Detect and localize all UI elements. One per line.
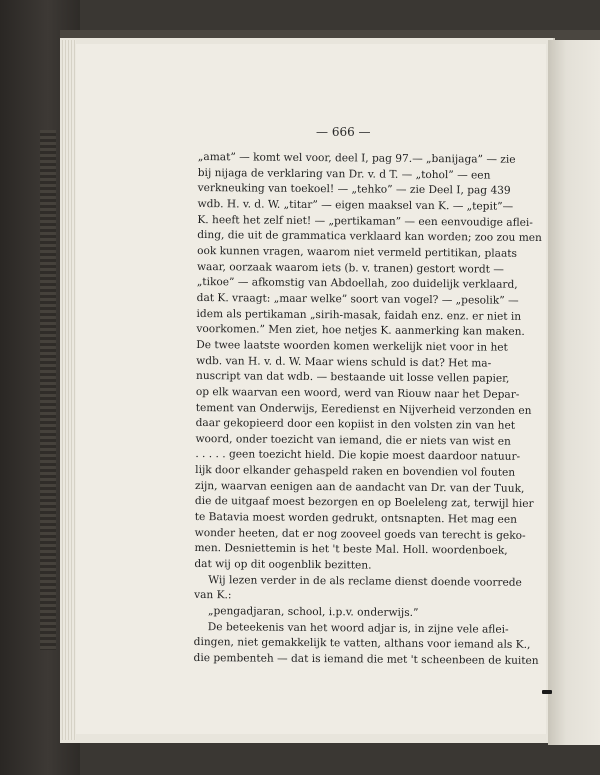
text-line: ding, die uit de grammatica verklaard kan worden; zoo zou men xyxy=(197,229,542,245)
text-line: woord, onder toezicht van iemand, die er niets van wist en xyxy=(195,432,511,448)
text-line: daar gekopieerd door een kopiist in den volsten zin van het xyxy=(195,417,516,432)
text-line: voorkomen.” Men ziet, hoe netjes K. aanmerking kan maken. xyxy=(196,323,525,339)
text-line: „pengadjaran, school, i.p.v. onderwijs.” xyxy=(207,605,419,619)
text-line: men. Desniettemin is het 't beste Mal. Holl. woordenboek, xyxy=(194,542,508,558)
text-line: ook kunnen vragen, waarom niet vermeld pertitikan, plaats xyxy=(197,244,518,260)
text-line: K. heeft het zelf niet! — „pertikaman” — een eenvoudige aflei- xyxy=(197,213,533,229)
text-line: te Batavia moest worden gedrukt, ontsnapten. Het mag een xyxy=(194,511,518,526)
text-line: lijk door elkander gehaspeld raken en bovendien vol fouten xyxy=(195,464,516,479)
text-line: dat K. vraagt: „maar welke” soort van vogel? — „pesolik” — xyxy=(196,291,519,307)
text-line: Wij lezen verder in de als reclame dienst doende voorrede xyxy=(208,573,522,589)
text-line: die de uitgaaf moest bezorgen en op Boeleleng zat, terwijl hier xyxy=(194,495,534,511)
text-line: zijn, waarvan eenigen aan de aandacht van Dr. van der Tuuk, xyxy=(195,479,525,495)
text-line: dat wij op dit oogenblik bezitten. xyxy=(194,558,372,572)
book-spine-texture xyxy=(40,130,56,650)
text-line: wdb. H. v. d. W. „titar” — eigen maaksel van K. — „tepit”— xyxy=(197,197,514,213)
text-line: tement van Onderwijs, Eeredienst en Nijverheid verzonden en xyxy=(195,401,532,417)
text-line: nuscript van dat wdb. — bestaande uit losse vellen papier, xyxy=(195,370,510,385)
text-line: waar, oorzaak waarom iets (b. v. tranen) gestort wordt — xyxy=(196,260,504,276)
text-line: De beteekenis van het woord adjar is, in zijne vele aflei- xyxy=(207,620,509,636)
page-stack-edge xyxy=(62,40,76,740)
text-line: van K.: xyxy=(194,589,232,602)
text-line: bij nijaga de verklaring van Dr. v. d T. — „tohol” — een xyxy=(197,166,491,182)
text-line: dingen, niet gemakkelijk te vatten, althans voor iemand als K., xyxy=(193,636,531,652)
text-line: . . . . . geen toezicht hield. Die kopie moest daardoor natuur- xyxy=(195,448,521,464)
page-body-text xyxy=(193,150,542,669)
text-line: idem als pertikaman „sirih-masak, faidah enz. enz. er niet in xyxy=(196,307,522,323)
page-edge-mark xyxy=(542,690,552,694)
facing-page-edge xyxy=(548,40,600,745)
text-line: op elk waarvan een woord, werd van Riouw naar het Depar- xyxy=(195,385,520,401)
page-number: — 666 — xyxy=(316,125,371,139)
text-line: „amat” — komt wel voor, deel I, pag 97.— „banijaga” — zie xyxy=(197,150,516,166)
text-line: „tikoe” — afkomstig van Abdoellah, zoo duidelijk verklaard, xyxy=(196,276,518,292)
text-line: De twee laatste woorden komen werkelijk niet voor in het xyxy=(196,338,508,354)
text-line: wonder heeten, dat er nog zooveel goeds van terecht is geko- xyxy=(194,526,526,542)
text-line: verkneuking van toekoel! — „tehko” — zie Deel I, pag 439 xyxy=(197,182,511,198)
text-line: wdb. van H. v. d. W. Maar wiens schuld is dat? Het ma- xyxy=(196,354,492,370)
text-line: die pembenteh — dat is iemand die met 't scheenbeen de kuiten xyxy=(193,651,539,667)
